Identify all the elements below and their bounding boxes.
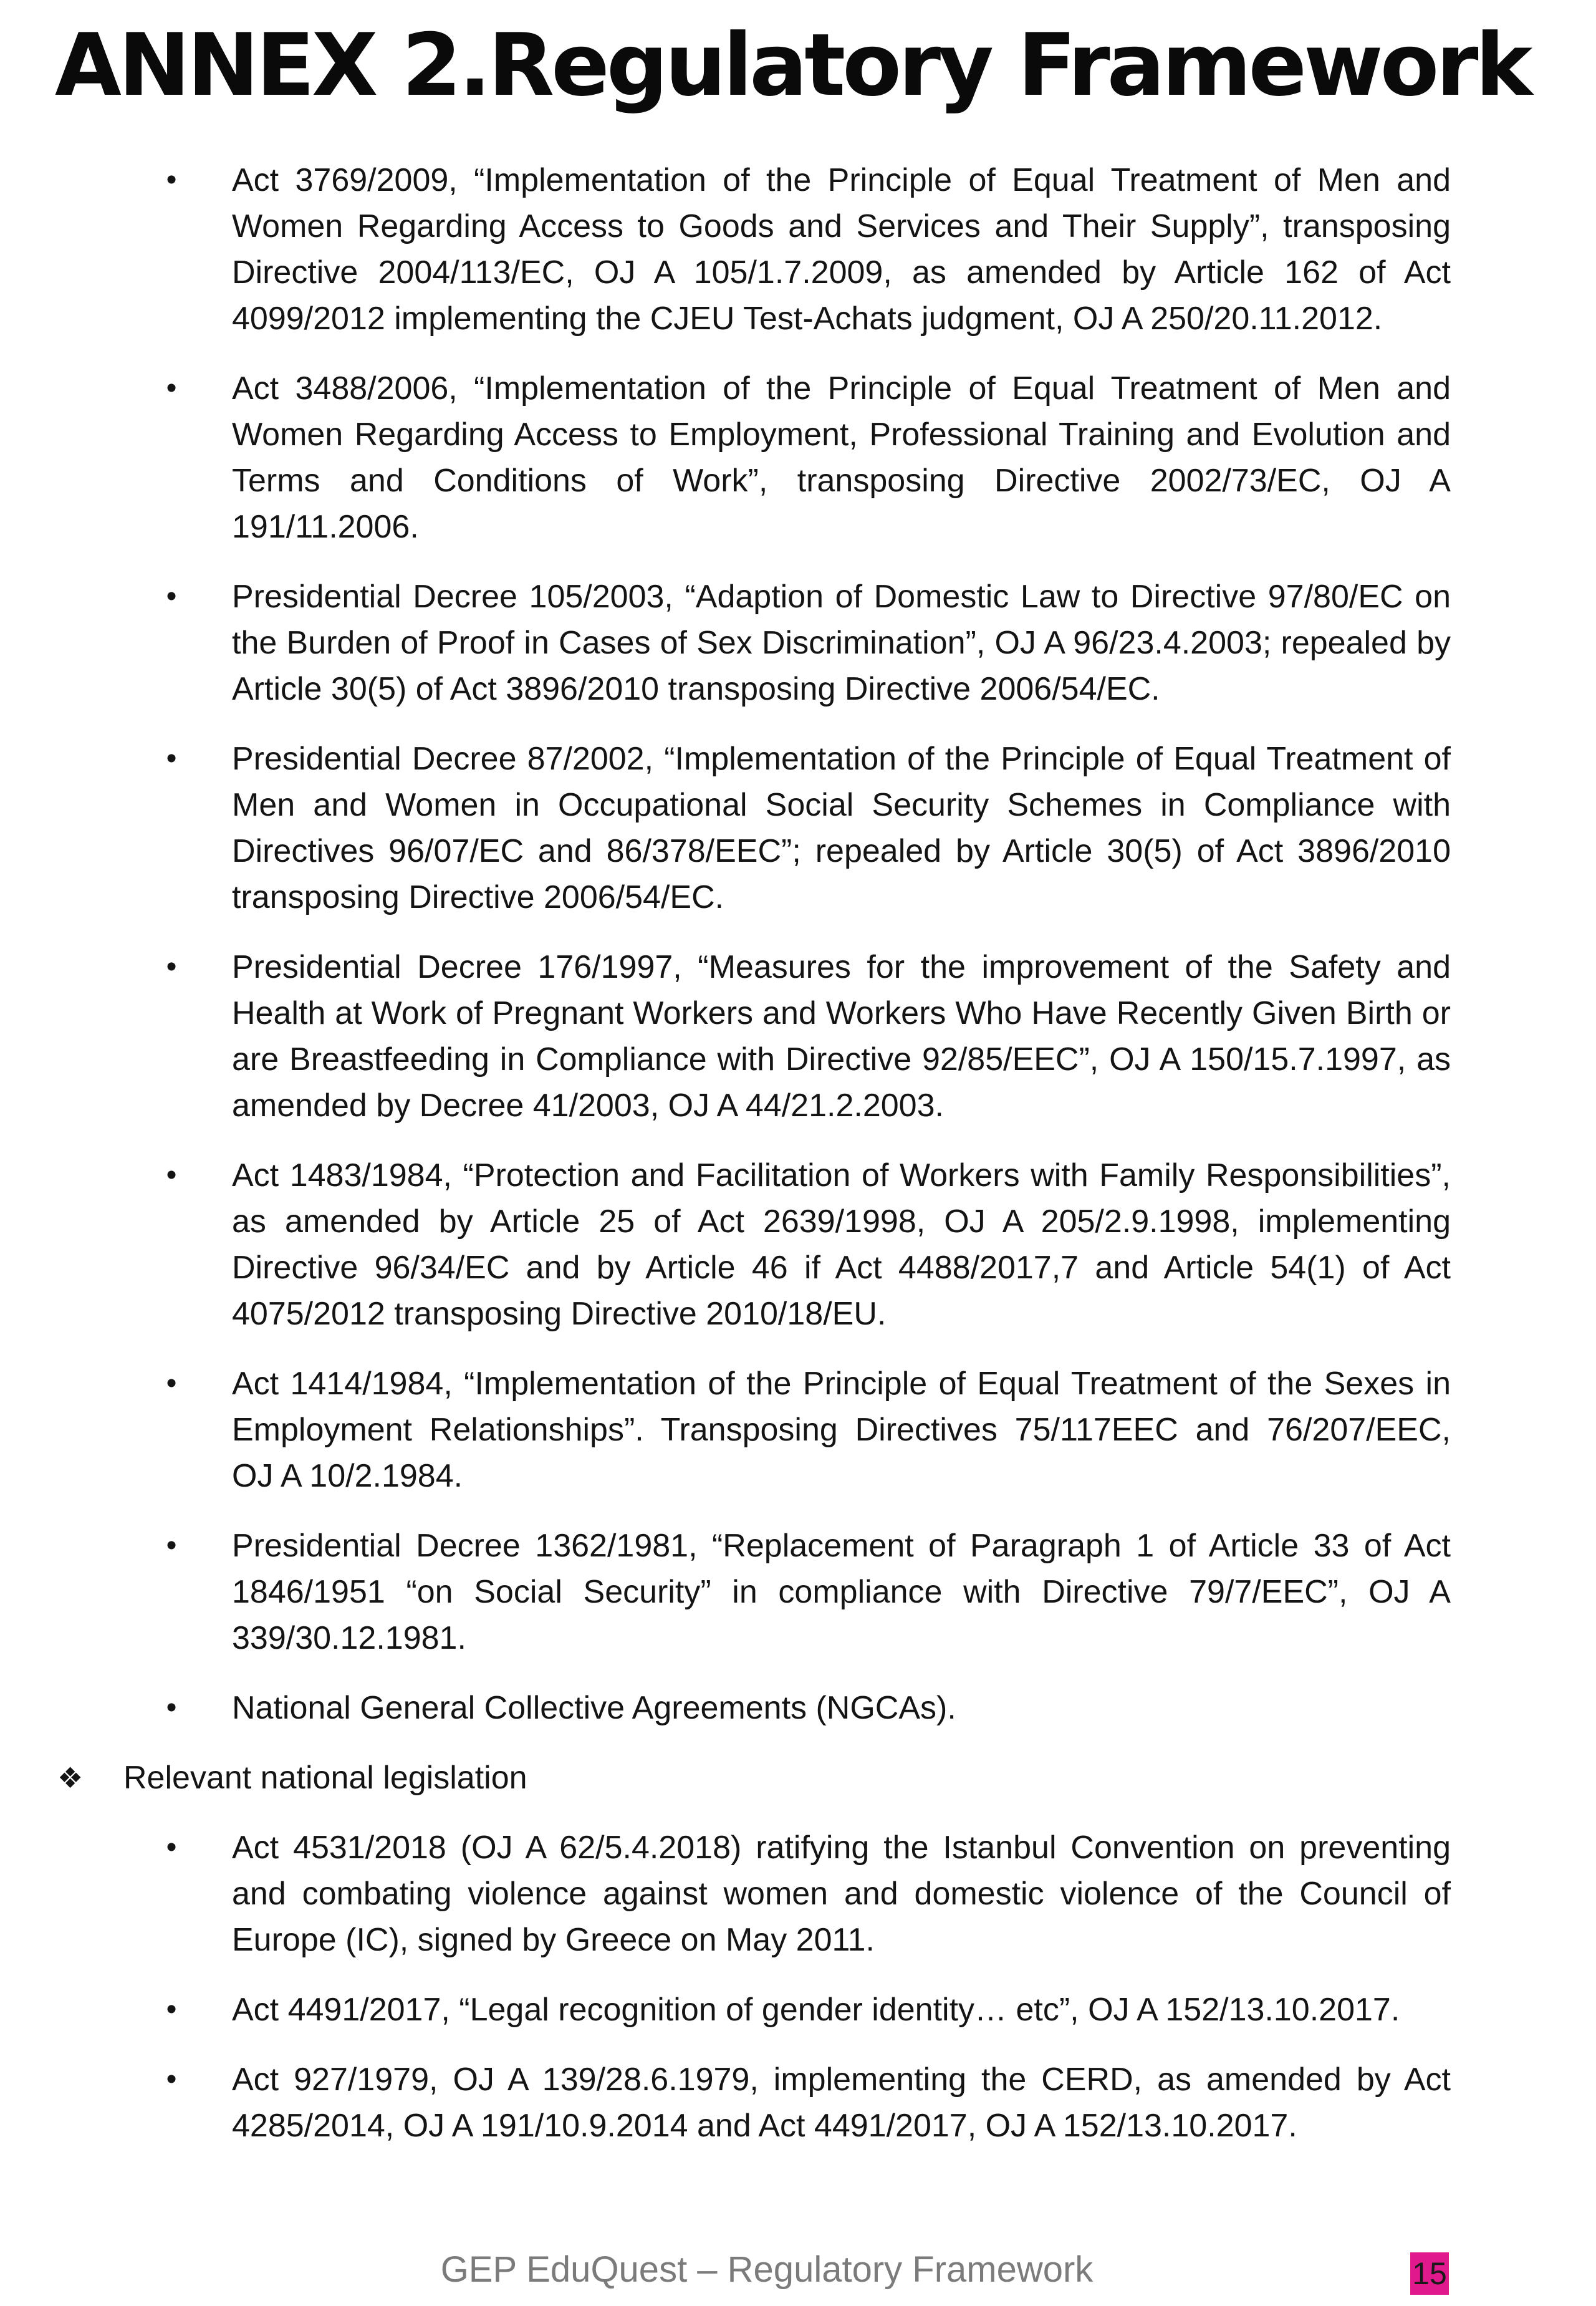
bullet-icon: • <box>166 372 177 405</box>
footer-title: GEP EduQuest – Regulatory Framework <box>440 2249 1094 2290</box>
bullet-icon: • <box>166 1367 177 1400</box>
diamond-bullet-icon: ❖ <box>57 1762 84 1794</box>
bullet-icon: • <box>166 950 177 983</box>
bullet-icon: • <box>166 2063 177 2096</box>
list-item-text: Act 927/1979, OJ A 139/28.6.1979, implementing the CERD, as amended by Act 4285/2014, OJ A 191/10.9.2014 and Act 4491/2017, OJ A 152/13.10.2017. <box>232 2062 1451 2144</box>
bullet-icon: • <box>166 580 177 613</box>
list-item <box>0 2057 1596 2149</box>
list-item <box>0 1685 1596 1731</box>
list-item <box>0 1523 1596 1661</box>
bullet-icon: • <box>166 1159 177 1192</box>
list-item-text: Presidential Decree 176/1997, “Measures for the improvement of the Safety and Health at Work of Pregnant Workers and Workers Who Have Recently Given Birth or are Breastfeeding in Compliance with Directive 92/85/EEC”, OJ A 150/15.7.1997, as amended by Decree 41/2003, OJ A 44/21.2.2003. <box>232 949 1451 1124</box>
bullet-icon: • <box>166 1831 177 1864</box>
list-item-text: Presidential Decree 87/2002, “Implementation of the Principle of Equal Treatment of Men and Women in Occupational Social Security Schemes in Compliance with Directives 96/07/EC and 86/378/EEC”; repealed by Article 30(5) of Act 3896/2010 transposing Directive 2006/54/EC. <box>232 741 1451 915</box>
bullet-icon: • <box>166 1691 177 1724</box>
section-heading-text: Relevant national legislation <box>123 1760 527 1796</box>
bullet-icon: • <box>166 1529 177 1562</box>
list-item <box>0 1361 1596 1499</box>
list-item-text: Presidential Decree 105/2003, “Adaption of Domestic Law to Directive 97/80/EC on the Burden of Proof in Cases of Sex Discrimination”, OJ A 96/23.4.2003; repealed by Article 30(5) of Act 3896/2010 transposing Directive 2006/54/EC. <box>232 579 1451 707</box>
regulation-list <box>0 157 1596 1731</box>
list-item-text: Act 4491/2017, “Legal recognition of gender identity… etc”, OJ A 152/13.10.2017. <box>232 1992 1400 2028</box>
list-item <box>0 1987 1596 2033</box>
page-title: ANNEX 2.Regulatory Framework <box>55 15 1530 115</box>
list-item-text: Act 3769/2009, “Implementation of the Principle of Equal Treatment of Men and Women Regarding Access to Goods and Services and Their Supply”, transposing Directive 2004/113/EC, OJ A 105/1.7.2009, as amended by Article 162 of Act 4099/2012 implementing the CJEU Test-Achats judgment, OJ A 250/20.11.2012. <box>232 162 1451 337</box>
list-item <box>0 1152 1596 1337</box>
list-item <box>0 365 1596 550</box>
national-legislation-list <box>0 1825 1596 2149</box>
list-item-text: Act 3488/2006, “Implementation of the Principle of Equal Treatment of Men and Women Regarding Access to Employment, Professional Training and Evolution and Terms and Conditions of Work”, transposing Directive 2002/73/EC, OJ A 191/11.2006. <box>232 370 1451 545</box>
document-body <box>0 157 1596 2173</box>
list-item <box>0 157 1596 342</box>
list-item-text: Act 1483/1984, “Protection and Facilitation of Workers with Family Responsibilities”, as amended by Article 25 of Act 2639/1998, OJ A 205/2.9.1998, implementing Directive 96/34/EC and by Article 46 if Act 4488/2017,7 and Article 54(1) of Act 4075/2012 transposing Directive 2010/18/EU. <box>232 1157 1451 1332</box>
section-heading <box>0 1755 1596 1801</box>
list-item <box>0 1825 1596 1963</box>
list-item-text: Act 4531/2018 (OJ A 62/5.4.2018) ratifying the Istanbul Convention on preventing and combating violence against women and domestic violence of the Council of Europe (IC), signed by Greece on May 2011. <box>232 1830 1451 1958</box>
bullet-icon: • <box>166 742 177 775</box>
page-number-badge: 15 <box>1410 2252 1449 2295</box>
list-item <box>0 574 1596 712</box>
bullet-icon: • <box>166 1993 177 2026</box>
list-item <box>0 944 1596 1129</box>
list-item-text: National General Collective Agreements (NGCAs). <box>232 1690 956 1726</box>
list-item-text: Presidential Decree 1362/1981, “Replacement of Paragraph 1 of Article 33 of Act 1846/1951 “on Social Security” in compliance with Directive 79/7/EEC”, OJ A 339/30.12.1981. <box>232 1528 1451 1656</box>
list-item-text: Act 1414/1984, “Implementation of the Principle of Equal Treatment of the Sexes in Employment Relationships”. Transposing Directives 75/117EEC and 76/207/EEC, OJ A 10/2.1984. <box>232 1366 1451 1494</box>
list-item <box>0 736 1596 920</box>
bullet-icon: • <box>166 163 177 196</box>
